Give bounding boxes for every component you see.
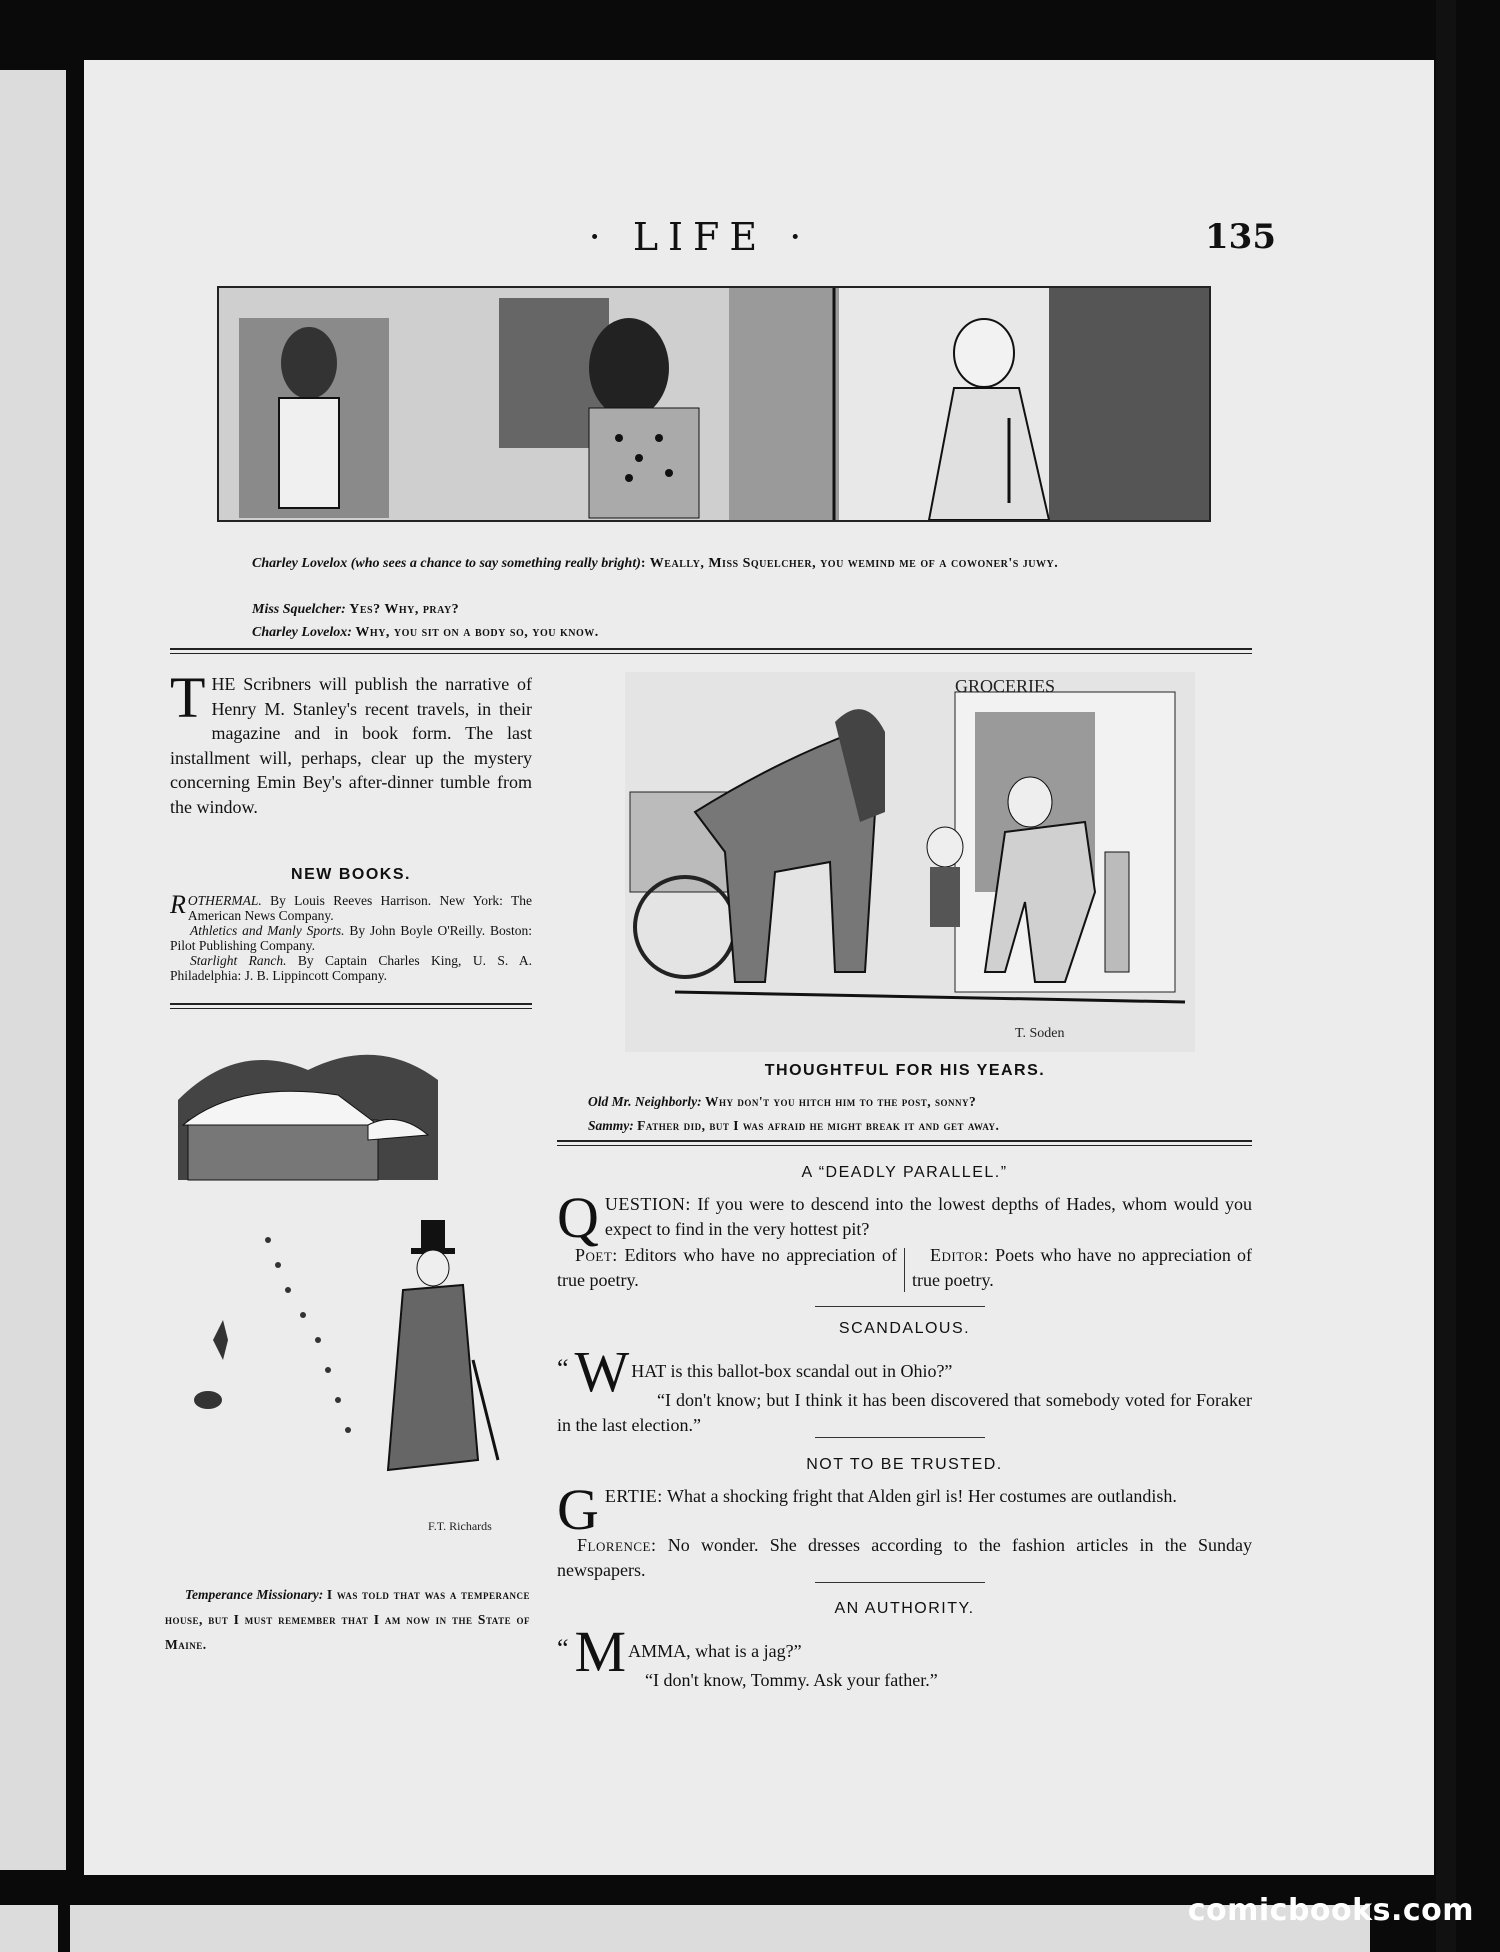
caption-sammy-text: Father did, but I was afraid he might break it and get away. xyxy=(637,1118,1000,1133)
horse-cartoon-signature: T. Soden xyxy=(1015,1026,1065,1041)
scandalous-dropcap: W xyxy=(574,1339,630,1404)
scandalous-line1: HAT is this ballot-box scandal out in Ohio?” xyxy=(631,1361,953,1381)
book3-title: Starlight Ranch. xyxy=(190,953,287,968)
caption-dialogue-2: Yes? Why, pray? xyxy=(349,602,460,617)
editor-text: Poets who have no appreciation of true poetry. xyxy=(912,1245,1253,1290)
page-edge-bottom xyxy=(70,1905,1370,1952)
scribners-text: HE Scribners will publish the narrative of Henry M. Stanley's recent travels, in their magazine and in book form. The last installment will, perhaps, clear up the mystery concerning Emin Bey's after-dinner tumble from the window. xyxy=(170,674,532,817)
scandalous-text xyxy=(557,1339,1252,1437)
authority-text xyxy=(557,1619,1252,1693)
page-binding-edge xyxy=(1436,0,1456,1952)
scribners-dropcap: T xyxy=(170,665,206,730)
book1-initial: R xyxy=(170,890,186,919)
question-label: UESTION: xyxy=(604,1194,691,1214)
question-text: If you were to descend into the lowest depths of Hades, whom would you expect to find in the very hottest pit? xyxy=(604,1194,1253,1239)
caption-speaker-charley-2: Charley Lovelox: xyxy=(252,625,352,640)
caption-speaker-missionary: Temperance Missionary: xyxy=(185,1587,324,1602)
caption-speaker-neighborly: Old Mr. Neighborly: xyxy=(588,1094,702,1109)
section-divider-right xyxy=(557,1140,1252,1146)
florence-text: No wonder. She dresses according to the fashion articles in the Sunday newspapers. xyxy=(557,1535,1252,1580)
authority-heading: AN AUTHORITY. xyxy=(834,1600,975,1617)
scandalous-open-quote: “ xyxy=(557,1354,569,1383)
winter-cartoon-signature: F.T. Richards xyxy=(428,1519,492,1533)
magazine-title: · LIFE · xyxy=(588,215,812,259)
grocery-sign-text: GROCERIES xyxy=(955,676,1056,696)
caption-dialogue-1: : Weally, Miss Squelcher, you wemind me of a cowoner's juwy. xyxy=(640,556,1059,571)
deadly-parallel-question xyxy=(557,1185,1253,1250)
winter-cartoon-illustration xyxy=(178,1040,520,1540)
caption-missionary-text: I was told that was a temperance house, but I must remember that I am now in the State of Maine. xyxy=(165,1587,531,1652)
poet-answer xyxy=(557,1243,897,1292)
top-cartoon-illustration xyxy=(217,286,1211,522)
gertie-line xyxy=(557,1477,1252,1542)
thoughtful-heading: THOUGHTFUL FOR HIS YEARS. xyxy=(764,1062,1046,1079)
scandalous-line2: “I don't know; but I think it has been discovered that somebody voted for Foraker in the last election.” xyxy=(557,1390,1252,1435)
parlor-scene-drawing xyxy=(219,288,1209,520)
caption-speaker-charley: Charley Lovelox xyxy=(252,556,348,571)
horse-cartoon-caption xyxy=(588,1090,1258,1138)
horse-and-boy-drawing xyxy=(625,672,1195,1052)
book-entry-1 xyxy=(170,890,533,923)
short-rule-2 xyxy=(815,1437,985,1438)
not-trusted-heading: NOT TO BE TRUSTED. xyxy=(806,1456,1003,1473)
page-edge-bottom-left xyxy=(0,1905,58,1952)
adjacent-page-edge xyxy=(0,70,66,1870)
book3-details: By Captain Charles King, U. S. A. Philadelphia: J. B. Lippincott Company. xyxy=(170,953,532,983)
florence-label: Florence: xyxy=(577,1535,657,1555)
top-cartoon-caption xyxy=(252,552,1212,575)
book2-title: Athletics and Manly Sports. xyxy=(190,923,345,938)
book1-details: By Louis Reeves Harrison. New York: The American News Company. xyxy=(187,893,533,923)
authority-dropcap: M xyxy=(574,1619,627,1684)
caption-neighborly-text: Why don't you hitch him to the post, sonny? xyxy=(705,1094,977,1109)
caption-dialogue-3: Why, you sit on a body so, you know. xyxy=(355,625,599,640)
new-books-list xyxy=(170,890,533,983)
gertie-dropcap: G xyxy=(557,1477,599,1542)
parallel-divider xyxy=(904,1248,905,1292)
book1-title: OTHERMAL. xyxy=(187,893,262,908)
poet-text: Editors who have no appreciation of true poetry. xyxy=(557,1245,898,1290)
short-rule-1 xyxy=(815,1306,985,1307)
gertie-label: ERTIE: xyxy=(604,1486,663,1506)
book2-details: By John Boyle O'Reilly. Boston: Pilot Publishing Company. xyxy=(170,923,533,953)
authority-open-quote: “ xyxy=(557,1634,569,1663)
poet-label: Poet: xyxy=(575,1245,618,1265)
caption-speaker-squelcher: Miss Squelcher: xyxy=(252,602,346,617)
book-entry-3 xyxy=(170,953,532,983)
caption-aside: (who sees a chance to say something really bright) xyxy=(350,556,641,571)
winter-cartoon-caption xyxy=(165,1582,530,1657)
deadly-parallel-heading: A “DEADLY PARALLEL.” xyxy=(801,1164,1008,1181)
question-dropcap: Q xyxy=(557,1185,599,1250)
gertie-text: What a shocking fright that Alden girl is! Her costumes are outlandish. xyxy=(666,1486,1177,1506)
page-number: 135 xyxy=(1205,217,1276,257)
horse-cartoon-illustration xyxy=(625,672,1195,1052)
section-divider-left xyxy=(170,1003,532,1009)
authority-line1: AMMA, what is a jag?” xyxy=(628,1641,802,1661)
authority-line2: “I don't know, Tommy. Ask your father.” xyxy=(645,1670,938,1690)
scribners-paragraph xyxy=(170,665,532,819)
scandalous-heading: SCANDALOUS. xyxy=(838,1320,971,1337)
book-entry-2 xyxy=(170,923,532,953)
caption-speaker-sammy: Sammy: xyxy=(588,1118,634,1133)
temperance-house-drawing xyxy=(178,1040,520,1540)
editor-answer xyxy=(912,1243,1252,1292)
editor-label: Editor: xyxy=(930,1245,989,1265)
new-books-heading: NEW BOOKS. xyxy=(291,866,411,883)
top-cartoon-caption-lines xyxy=(252,598,1212,644)
watermark-text: comicbooks.com xyxy=(1187,1893,1474,1928)
section-divider-top xyxy=(170,648,1252,654)
short-rule-3 xyxy=(815,1582,985,1583)
florence-line xyxy=(557,1533,1252,1582)
